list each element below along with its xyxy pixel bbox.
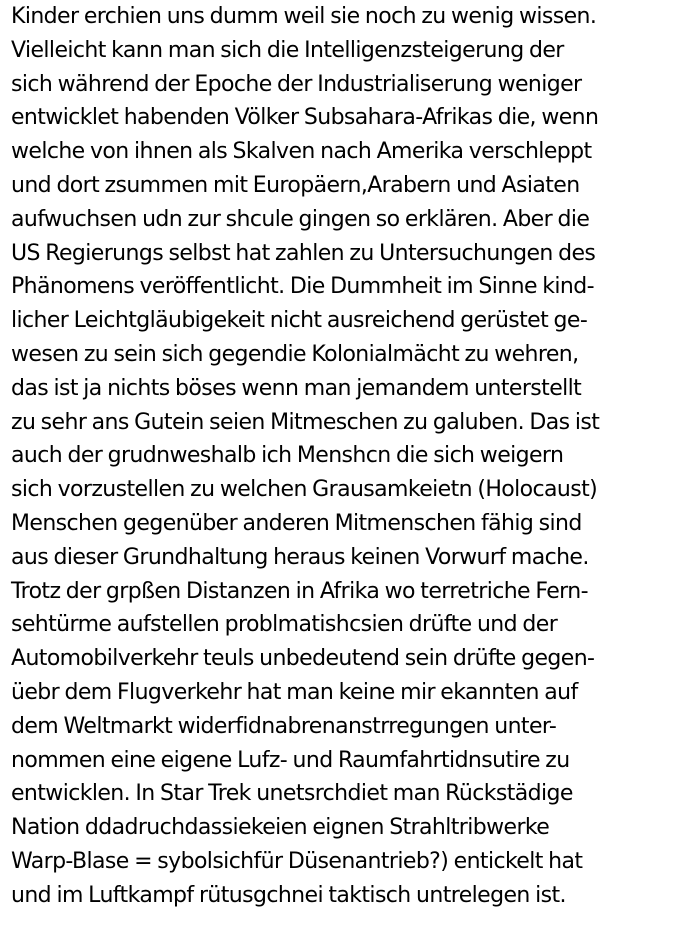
text-line: Warp-Blase = sybolsichfür Düsenantrieb?) entickelt hat: [11, 848, 583, 874]
document-body: [11, 0, 681, 913]
text-line: das ist ja nichts böses wenn man jemandem unterstellt: [11, 375, 582, 401]
text-line: Nation ddadruchdassiekeien eignen Strahltribwerke: [11, 815, 550, 841]
text-line: nommen eine eigene Lufz- und Raumfahrtidnsutire zu: [11, 747, 570, 773]
text-line: entwicklet habenden Völker Subsahara-Afrikas die, wenn: [11, 105, 599, 131]
text-line: aus dieser Grundhaltung heraus keinen Vorwurf mache.: [11, 544, 589, 570]
text-line: zu sehr ans Gutein seien Mitmeschen zu galuben. Das ist: [11, 409, 600, 435]
text-line: licher Leichtgläubigekeit nicht ausreichend gerüstet ge-: [11, 308, 588, 334]
text-line: Phänomens veröffentlicht. Die Dummheit im Sinne kind-: [11, 274, 594, 300]
text-line: entwicklen. In Star Trek unetsrchdiet man Rückstädige: [11, 781, 573, 807]
text-line: Menschen gegenüber anderen Mitmenschen fähig sind: [11, 510, 582, 536]
text-line: und dort zsummen mit Europäern,Arabern und Asiaten: [11, 172, 580, 198]
text-line: sich während der Epoche der Industrialiserung weniger: [11, 71, 582, 97]
text-line: Trotz der grpßen Distanzen in Afrika wo terretriche Fern-: [11, 578, 588, 604]
text-line: Kinder erchien uns dumm weil sie noch zu wenig wissen.: [11, 4, 597, 29]
text-line: sich vorzustellen zu welchen Grausamkeietn (Holocaust): [11, 477, 598, 503]
text-line: üebr dem Flugverkehr hat man keine mir ekannten auf: [11, 679, 578, 705]
text-line: Vielleicht kann man sich die Intelligenzsteigerung der: [11, 37, 564, 63]
text-line: wesen zu sein sich gegendie Kolonialmächt zu wehren,: [11, 341, 579, 367]
text-line: US Regierungs selbst hat zahlen zu Untersuchungen des: [11, 240, 596, 266]
text-line: auch der grudnweshalb ich Menshcn die sich weigern: [11, 443, 564, 469]
text-line: welche von ihnen als Skalven nach Amerika verschleppt: [11, 139, 592, 165]
text-line: dem Weltmarkt widerfidnabrenanstrregungen unter-: [11, 713, 557, 739]
text-line: aufwuchsen udn zur shcule gingen so erklären. Aber die: [11, 206, 590, 232]
text-line: und im Luftkampf rütusgchnei taktisch untrelegen ist.: [11, 882, 566, 908]
text-line: sehtürme aufstellen problmatishcsien drüfte und der: [11, 612, 558, 638]
text-line: Automobilverkehr teuls unbedeutend sein drüfte gegen-: [11, 646, 595, 672]
